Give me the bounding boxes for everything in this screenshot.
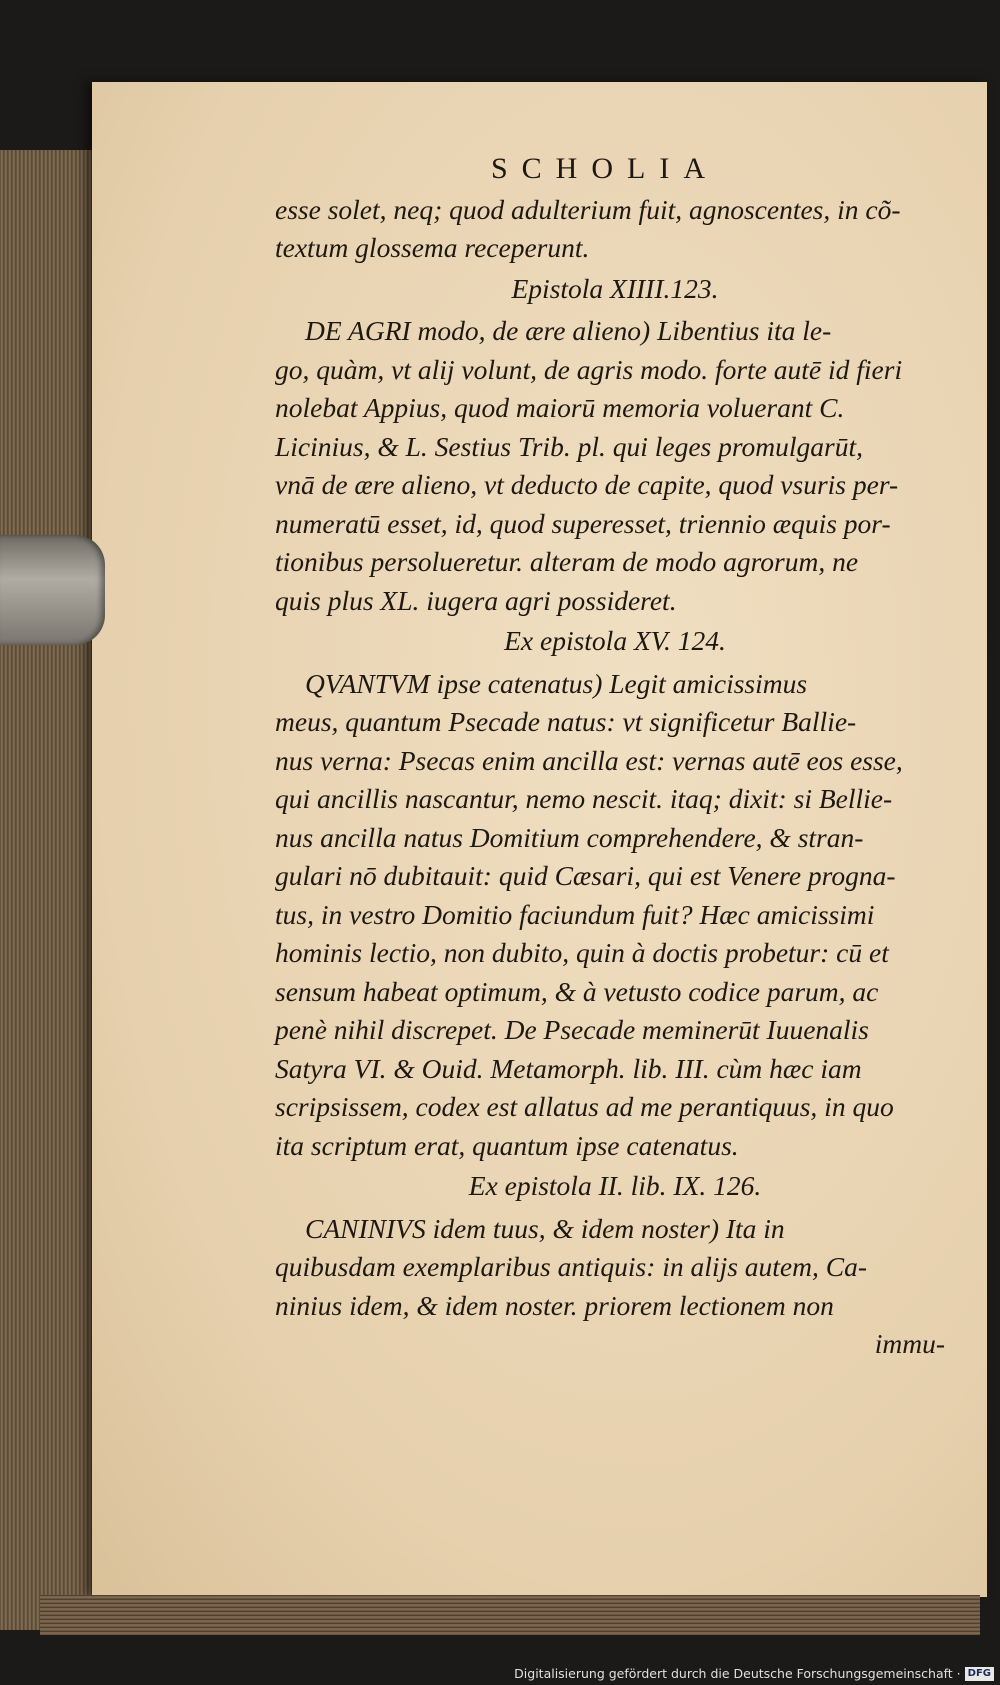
text-line: nolebat Appius, quod maiorū memoria voluerant C. <box>275 392 845 423</box>
digitization-credit <box>514 1666 994 1681</box>
text-line: hominis lectio, non dubito, quin à doctis probetur: cū et <box>275 937 889 968</box>
section-heading: Ex epistola II. lib. IX. 126. <box>468 1170 762 1201</box>
text-line: gulari nō dubitauit: quid Cæsari, qui est Venere progna- <box>275 860 896 891</box>
dfg-logo-icon: DFG <box>965 1667 994 1681</box>
credit-text: Digitalisierung gefördert durch die Deutsche Forschungsgemeinschaft · <box>514 1666 961 1681</box>
text-line: ita scriptum erat, quantum ipse catenatus. <box>275 1129 739 1161</box>
text-line: nus verna: Psecas enim ancilla est: vernas autē eos esse, <box>275 744 903 776</box>
text-line: scripsissem, codex est allatus ad me perantiquus, in quo <box>275 1091 894 1122</box>
text-line: quis plus XL. iugera agri possideret. <box>275 584 677 616</box>
text-line: go, quàm, vt alij volunt, de agris modo. forte autē id fieri <box>275 353 903 385</box>
book-bottom-edge <box>40 1595 980 1635</box>
text-line: textum glossema receperunt. <box>275 232 590 263</box>
text-body <box>275 191 955 1326</box>
book-clasp <box>0 535 105 645</box>
text-line: vnā de ære alieno, vt deducto de capite, quod vsuris per- <box>275 469 899 500</box>
running-head: SCHOLIA <box>490 152 719 185</box>
text-line: ninius idem, & idem noster. priorem lectionem non <box>275 1289 834 1321</box>
catchword: immu- <box>874 1328 945 1359</box>
text-line: quibusdam exemplaribus antiquis: in alijs autem, Ca- <box>275 1251 867 1282</box>
text-line: CANINIVS idem tuus, & idem noster) Ita in <box>305 1212 785 1244</box>
text-line: esse solet, neq; quod adulterium fuit, agnoscentes, in cõ- <box>275 193 901 225</box>
text-line: penè nihil discrepet. De Psecade meminerūt Iuuenalis <box>275 1014 869 1045</box>
text-line: Satyra VI. & Ouid. Metamorph. lib. III. cùm hæc iam <box>275 1052 862 1084</box>
text-line: qui ancillis nascantur, nemo nescit. itaq; dixit: si Bellie- <box>275 783 893 814</box>
section-heading: Epistola XIIII.123. <box>511 272 719 304</box>
text-line: nus ancilla natus Domitium comprehendere, & stran- <box>275 821 864 853</box>
text-line: numeratū esset, id, quod superesset, triennio æquis por- <box>275 507 891 539</box>
text-line: tionibus persolueretur. alteram de modo agrorum, ne <box>275 546 859 577</box>
text-line: sensum habeat optimum, & à vetusto codice parum, ac <box>275 975 879 1007</box>
page-text <box>275 150 955 1364</box>
text-line: QVANTVM ipse catenatus) Legit amicissimus <box>305 667 808 699</box>
text-line: DE AGRI modo, de ære alieno) Libentius ita le- <box>305 315 832 346</box>
text-line: Licinius, & L. Sestius Trib. pl. qui leges promulgarūt, <box>275 430 864 462</box>
section-heading: Ex epistola XV. 124. <box>504 625 726 656</box>
text-line: meus, quantum Psecade natus: vt significetur Ballie- <box>275 706 857 737</box>
text-line: tus, in vestro Domitio faciundum fuit? Hæc amicissimi <box>275 898 875 930</box>
